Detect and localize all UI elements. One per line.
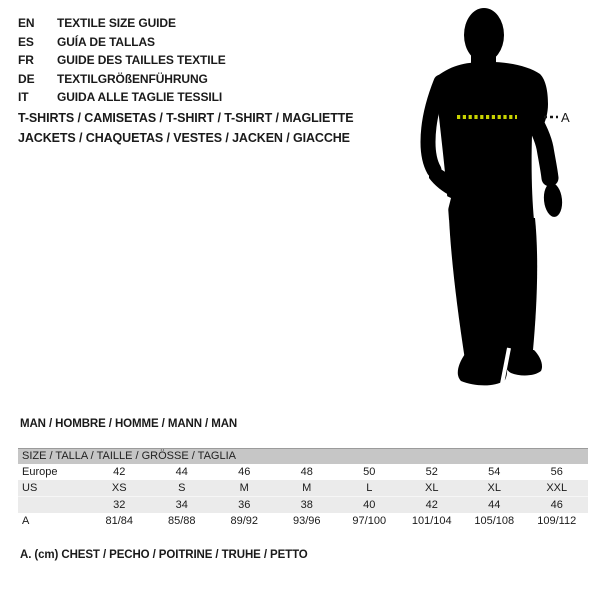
size-cell: 93/96 bbox=[292, 515, 321, 527]
row-label: US bbox=[18, 480, 88, 497]
size-cell: 40 bbox=[363, 499, 376, 511]
size-cell: 48 bbox=[300, 466, 313, 478]
language-list bbox=[18, 14, 226, 107]
silhouette-right-hand bbox=[542, 182, 563, 218]
language-code: EN bbox=[18, 16, 35, 31]
size-cell: 46 bbox=[238, 466, 251, 478]
size-cell: 52 bbox=[425, 466, 438, 478]
language-title: GUIDE DES TAILLES TEXTILE bbox=[57, 53, 226, 68]
size-cell: XL bbox=[401, 480, 464, 497]
size-cell: 42 bbox=[113, 466, 126, 478]
language-title: TEXTILGRÖßENFÜHRUNG bbox=[57, 71, 208, 86]
table-row-chest-a bbox=[18, 513, 588, 529]
language-code: FR bbox=[18, 53, 34, 68]
size-cell: 36 bbox=[238, 499, 251, 511]
size-cell: 89/92 bbox=[230, 515, 259, 527]
language-row bbox=[18, 33, 226, 52]
language-row bbox=[18, 88, 226, 107]
man-silhouette-figure bbox=[405, 6, 565, 396]
language-title: TEXTILE SIZE GUIDE bbox=[57, 16, 176, 31]
silhouette-front-shoe bbox=[458, 354, 507, 385]
size-table-header: SIZE / TALLA / TAILLE / GRÖSSE / TAGLIA bbox=[18, 449, 588, 465]
row-label: A bbox=[22, 515, 30, 527]
size-cell: XXL bbox=[526, 480, 589, 497]
row-label: Europe bbox=[22, 466, 58, 478]
language-title: GUIDA ALLE TAGLIE TESSILI bbox=[57, 90, 223, 105]
size-cell: XS bbox=[88, 480, 151, 497]
size-cell: 85/88 bbox=[167, 515, 196, 527]
silhouette-left-arm bbox=[428, 82, 441, 170]
size-cell: 54 bbox=[488, 466, 501, 478]
measurement-legend: A. (cm) CHEST / PECHO / POITRINE / TRUHE / PETTO bbox=[20, 549, 308, 561]
table-row-us-numeric bbox=[18, 497, 588, 514]
category-line-tshirts: T-SHIRTS / CAMISETAS / T-SHIRT / T-SHIRT / MAGLIETTE bbox=[18, 111, 354, 125]
category-line-jackets: JACKETS / CHAQUETAS / VESTES / JACKEN / GIACCHE bbox=[18, 130, 350, 145]
size-table bbox=[18, 448, 588, 529]
size-cell: 38 bbox=[300, 499, 313, 511]
size-cell: 101/104 bbox=[411, 515, 452, 527]
size-cell: 32 bbox=[113, 499, 126, 511]
size-cell: 46 bbox=[550, 499, 563, 511]
size-cell: 42 bbox=[425, 499, 438, 511]
row-label bbox=[18, 497, 88, 514]
table-row-europe bbox=[18, 464, 588, 480]
size-cell: 109/112 bbox=[537, 515, 577, 527]
language-code: DE bbox=[18, 71, 35, 86]
size-cell: M bbox=[276, 480, 339, 497]
silhouette-legs bbox=[449, 218, 537, 360]
size-cell: 56 bbox=[550, 466, 563, 478]
section-title-man: MAN / HOMBRE / HOMME / MANN / MAN bbox=[20, 418, 238, 430]
size-table-header-row bbox=[18, 449, 588, 465]
language-row bbox=[18, 51, 226, 70]
language-code: IT bbox=[18, 90, 29, 105]
size-cell: 34 bbox=[175, 499, 188, 511]
size-cell: M bbox=[213, 480, 276, 497]
size-cell: 44 bbox=[175, 466, 188, 478]
size-cell: 81/84 bbox=[105, 515, 134, 527]
size-cell: S bbox=[151, 480, 214, 497]
language-row bbox=[18, 14, 226, 33]
size-cell: 44 bbox=[488, 499, 501, 511]
language-row bbox=[18, 70, 226, 89]
size-cell: 97/100 bbox=[352, 515, 387, 527]
language-title: GUÍA DE TALLAS bbox=[57, 34, 155, 49]
table-row-us bbox=[18, 480, 588, 497]
size-cell: 50 bbox=[363, 466, 376, 478]
size-cell: XL bbox=[463, 480, 526, 497]
category-list bbox=[18, 109, 354, 148]
size-cell: 105/108 bbox=[474, 515, 515, 527]
silhouette-body bbox=[428, 8, 564, 385]
size-cell: L bbox=[338, 480, 401, 497]
language-code: ES bbox=[18, 34, 34, 49]
measurement-label-a: A bbox=[561, 110, 570, 125]
